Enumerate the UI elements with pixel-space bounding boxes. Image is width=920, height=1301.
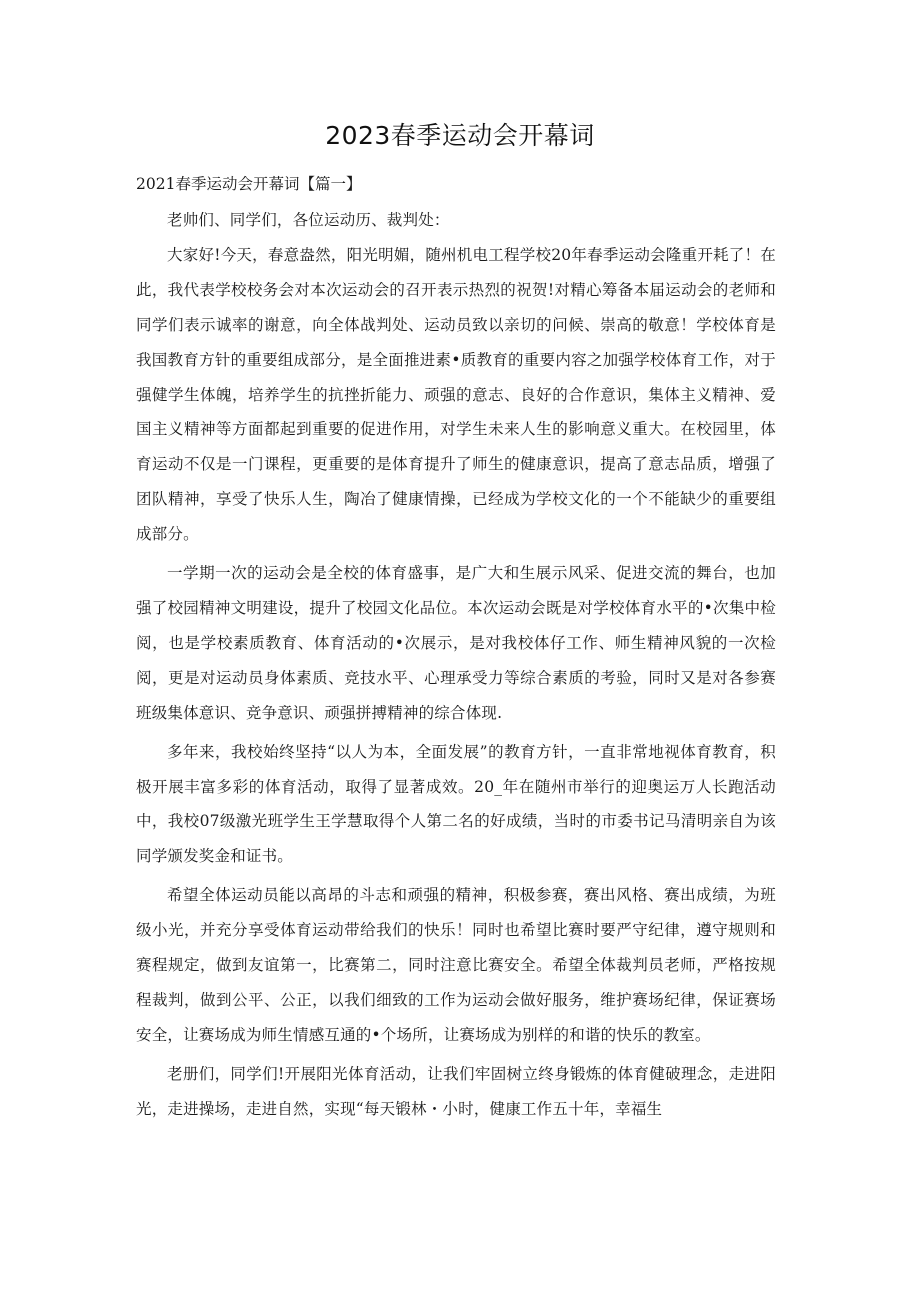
- paragraph-4: 希望全体运动员能以高昂的斗志和顽强的精神，积极参赛，赛出风格、赛出成绩，为班级小光，并充分享受体育运动带给我们的快乐！同时也希望比赛时要严守纪律，遵守规则和赛程规定，做到友谊第一，比赛第二，同时注意比赛安全。希望全体裁判员老师，严格按规程裁判，做到公平、公正，以我们细致的工作为运动会做好服务，维护赛场纪律，保证赛场安全，让赛场成为师生情感互通的•个场所，让赛场成为别样的和谐的快乐的教室。: [136, 886, 776, 1044]
- paragraph-2: 一学期一次的运动会是全校的体育盛事，是广大和生展示风采、促进交流的舞台，也加强了校园精神文明建设，提升了校园文化品位。本次运动会既是对学校体育水平的•次集中检阅，也是学校素质教育、体育活动的•次展示，是对我校体仔工作、师生精神风貌的一次检阅，更是对运动员身体素质、竞技水平、心理承受力等综合素质的考验，同时又是对各参赛班级集体意识、竞争意识、顽强拼搏精神的综合体现.: [136, 564, 776, 722]
- paragraph-3: 多年来，我校始终坚持“以人为本，全面发展”的教育方针，一直非常地视体育教育，积极开展丰富多彩的体育活动，取得了显著成效。20_年在随州市举行的迎奥运万人长跑活动中，我校07级激光班学生王学慧取得个人第二名的好成绩，当时的市委书记马清明亲自为该同学颁发奖金和证书。: [136, 742, 776, 866]
- paragraph-greeting: 老帅们、同学们，各位运动历、裁判处：: [167, 211, 450, 229]
- paragraph-5: 老册们，同学们!开展阳光体育活动，让我们牢固树立终身锻炼的体育健破理念，走进阳光，走进操场，走进自然，实现“每天锻林・小时，健康工作五十年，幸福生: [136, 1064, 776, 1118]
- document-title: 2023春季运动会开幕词: [325, 121, 595, 150]
- section-subtitle: 2021春季运动会开幕词【篇一】: [136, 175, 362, 193]
- document-body: [136, 167, 776, 1127]
- paragraph-1: 大家好!今天，春意盎然，阳光明媚，随州机电工程学校20年春季运动会隆重开耗了！在此，我代表学校校务会对本次运动会的召开表示热烈的祝贺!对精心筹备本届运动会的老师和同学们表示诚率的谢意，向全体战判处、运动员致以亲切的问候、崇高的敬意！学校体育是我国教育方针的重要组成部分，是全面推进素•质教育的重要内容之加强学校体育工作，对于强健学生体魄，培养学生的抗挫折能力、顽强的意志、良好的合作意识，集体主义精神、爱国主义精神等方面都起到重要的促进作用，对学生未来人生的影响意义重大。在校园里，体育运动不仅是一门课程，更重要的是体育提升了师生的健康意识，提高了意志品质，增强了团队精神，享受了快乐人生，陶冶了健康情操，已经成为学校文化的一个不能缺少的重要组成部分。: [136, 245, 776, 544]
